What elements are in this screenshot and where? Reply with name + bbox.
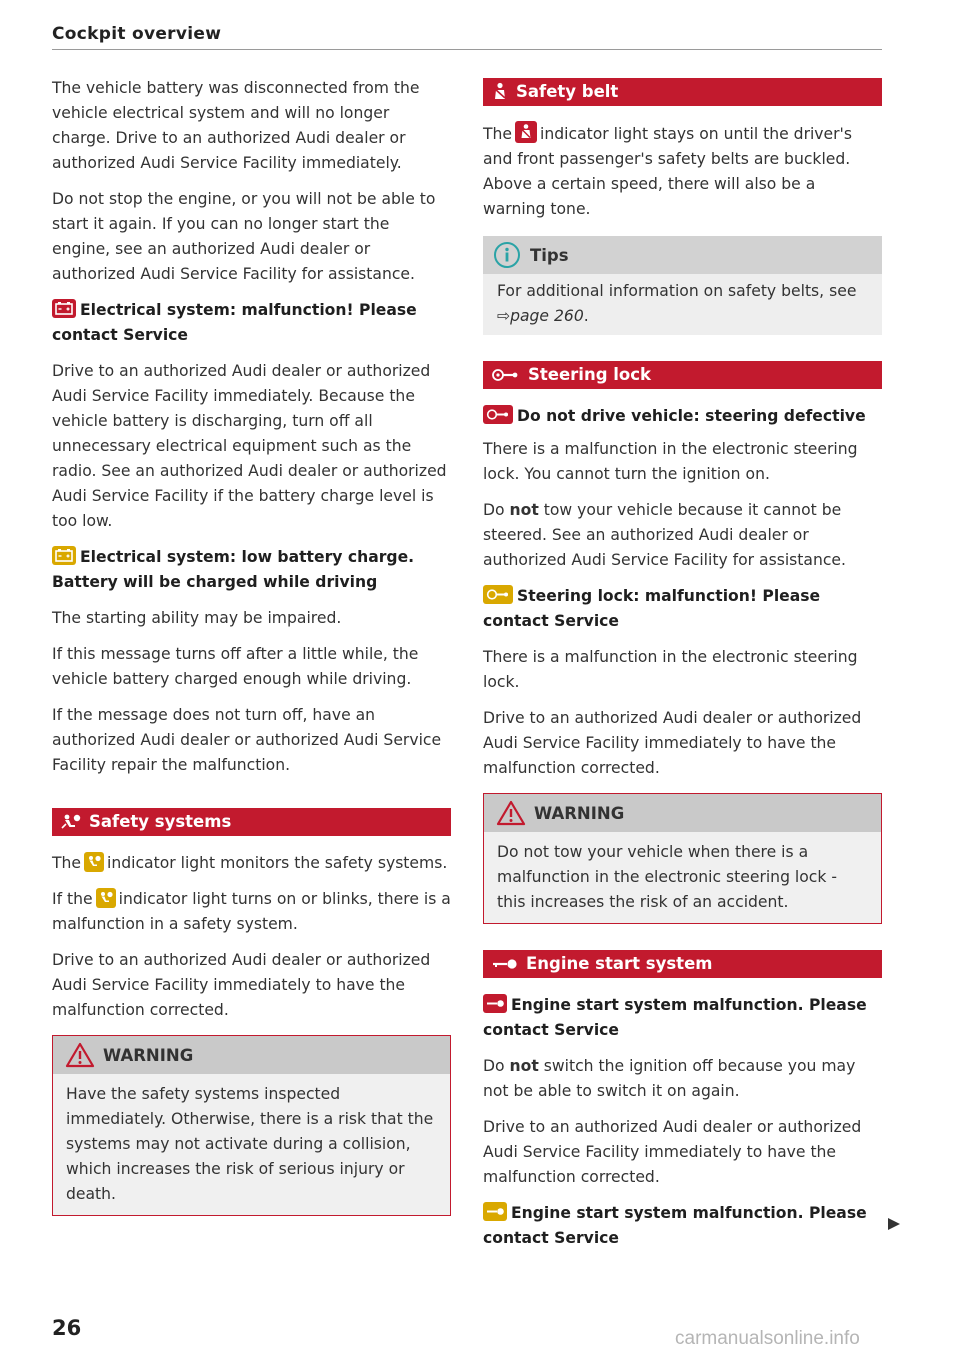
warning-text: Do not tow your vehicle when there is a malfunction in the electronic steering lock - this increases the risk of an accident. [497,843,837,911]
paragraph: There is a malfunction in the electronic steering lock. [483,648,858,691]
battery-icon [52,546,76,565]
warning-box [52,1035,451,1216]
section-header-steering-lock: Steering lock [483,361,882,389]
key-icon [483,994,507,1013]
paragraph: The indicator light stays on until the driver's and front passenger's safety belts are buckled. Above a certain speed, there will also be a warning tone. [483,121,882,222]
message-heading-engine-start-2: Engine start system malfunction. Please contact Service [483,1204,867,1247]
tips-box [483,236,882,335]
paragraph: Drive to an authorized Audi dealer or authorized Audi Service Facility immediately to have the malfunction corrected. [52,951,431,1019]
steering-lock-icon [491,368,521,382]
tips-header: Tips [483,236,882,274]
key-icon [491,957,519,971]
paragraph: Drive to an authorized Audi dealer or authorized Audi Service Facility immediately to have the malfunction corrected. [483,1118,862,1186]
message-heading-steering-defective: Do not drive vehicle: steering defective [483,404,882,429]
page-title: Cockpit overview [52,24,222,44]
section-header-safety-systems: Safety systems [52,808,451,836]
paragraph: The indicator light monitors the safety systems. [52,854,448,872]
watermark: carmanualsonline.info [675,1328,860,1349]
message-heading-engine-start-1: Engine start system malfunction. Please contact Service [483,996,867,1039]
right-column [483,76,882,1262]
paragraph: Drive to an authorized Audi dealer or authorized Audi Service Facility immediately. Because the vehicle battery is discharging, turn off all unnecessary electrical equipment such as the radio. See an authorized Audi dealer or authorized Audi Service Facility if the battery charge level is too low. [52,362,447,530]
message-heading-malfunction: Electrical system: malfunction! Please contact Service [52,301,417,344]
warning-header: WARNING [53,1036,450,1074]
page-number: 26 [52,1316,82,1340]
key-icon [483,1202,507,1221]
seatbelt-icon [491,82,509,102]
page-reference-link[interactable]: page 260 [510,307,584,325]
steering-lock-icon [483,585,513,604]
steering-lock-icon [483,405,513,424]
paragraph: Do not switch the ignition off because you may not be able to switch it on again. [483,1057,856,1100]
paragraph: If the indicator light turns on or blinks, there is a malfunction in a safety system. [52,890,451,933]
paragraph: The vehicle battery was disconnected from the vehicle electrical system and will no longer charge. Drive to an authorized Audi dealer or authorized Audi Service Facility immediately. [52,79,420,172]
left-column [52,76,451,1236]
warning-triangle-icon [496,800,526,826]
airbag-icon [84,852,104,872]
paragraph: Drive to an authorized Audi dealer or authorized Audi Service Facility immediately to have the malfunction corrected. [483,709,862,777]
paragraph: Do not stop the engine, or you will not be able to start it again. If you can no longer start the engine, see an authorized Audi dealer or authorized Audi Service Facility for assistance. [52,190,436,283]
warning-text: Have the safety systems inspected immediately. Otherwise, there is a risk that the systems may not activate during a collision, which increases the risk of serious injury or death. [66,1085,434,1203]
warning-header: WARNING [484,794,881,832]
paragraph: The starting ability may be impaired. [52,609,342,627]
section-header-engine-start: Engine start system [483,950,882,978]
page-header [52,24,882,50]
message-heading-steering-malfunction: Steering lock: malfunction! Please contact Service [483,587,821,630]
tips-text: For additional information on safety belts, see ⇨page 260. [497,282,857,325]
continue-arrow-icon [886,1216,902,1235]
seatbelt-icon [515,121,537,143]
battery-icon [52,299,76,318]
arrow-icon: ⇨ [497,307,511,325]
warning-triangle-icon [65,1042,95,1068]
airbag-icon [60,813,82,831]
paragraph: There is a malfunction in the electronic steering lock. You cannot turn the ignition on. [483,440,858,483]
warning-box [483,793,882,924]
airbag-icon [96,888,116,908]
paragraph: If this message turns off after a little while, the vehicle battery charged enough while driving. [52,645,419,688]
paragraph: Do not tow your vehicle because it cannot be steered. See an authorized Audi dealer or authorized Audi Service Facility for assistance. [483,501,846,569]
message-heading-low-battery: Electrical system: low battery charge. Battery will be charged while driving [52,548,415,591]
paragraph: If the message does not turn off, have an authorized Audi dealer or authorized Audi Service Facility repair the malfunction. [52,706,442,774]
section-header-safety-belt: Safety belt [483,78,882,106]
info-icon [493,241,521,269]
